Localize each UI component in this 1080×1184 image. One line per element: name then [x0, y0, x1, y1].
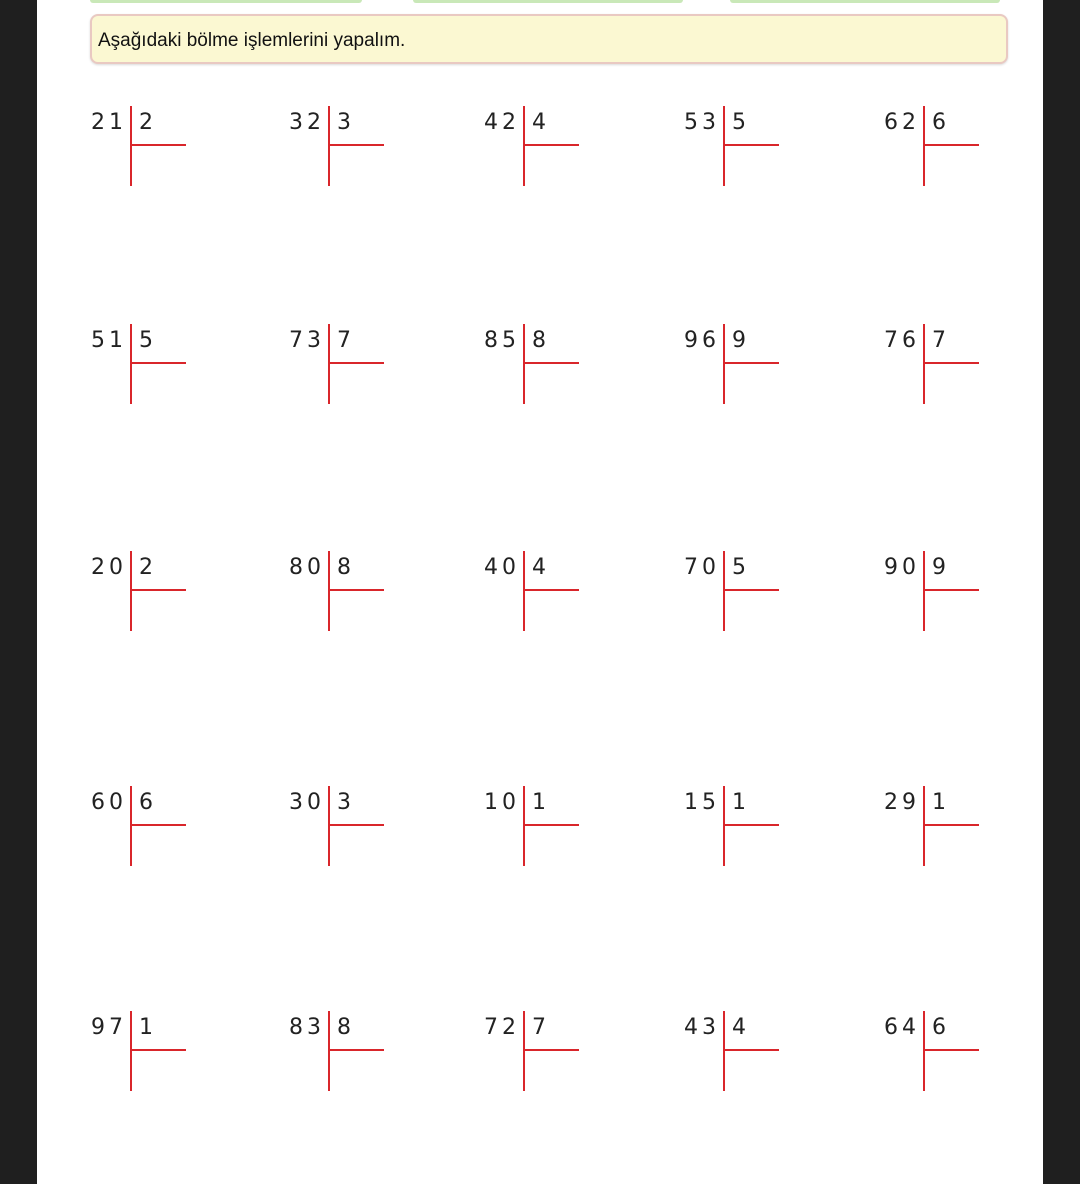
- division-vertical-line: [923, 551, 925, 631]
- divisor: 9: [932, 555, 946, 580]
- divisor: 6: [932, 1015, 946, 1040]
- division-problem: [255, 100, 435, 190]
- divisor: 3: [337, 790, 351, 815]
- division-vertical-line: [723, 106, 725, 186]
- division-horizontal-line: [328, 824, 384, 826]
- division-horizontal-line: [523, 1049, 579, 1051]
- divisor: 8: [337, 555, 351, 580]
- dividend: 10: [484, 790, 520, 815]
- division-horizontal-line: [328, 1049, 384, 1051]
- division-horizontal-line: [923, 824, 979, 826]
- divisor: 5: [732, 110, 746, 135]
- division-problem: [450, 780, 630, 870]
- division-problem: [850, 318, 1030, 408]
- division-problem: [650, 100, 830, 190]
- division-horizontal-line: [130, 362, 186, 364]
- dividend: 64: [884, 1015, 920, 1040]
- dividend: 96: [684, 328, 720, 353]
- division-vertical-line: [523, 786, 525, 866]
- divisor: 6: [139, 790, 153, 815]
- division-horizontal-line: [723, 589, 779, 591]
- dividend: 51: [91, 328, 127, 353]
- division-horizontal-line: [723, 1049, 779, 1051]
- instruction-text: Aşağıdaki bölme işlemlerini yapalım.: [98, 30, 406, 51]
- division-problem: [57, 100, 237, 190]
- dividend: 70: [684, 555, 720, 580]
- divisor: 3: [337, 110, 351, 135]
- dividend: 72: [484, 1015, 520, 1040]
- dividend: 20: [91, 555, 127, 580]
- division-vertical-line: [130, 106, 132, 186]
- divisor: 1: [532, 790, 546, 815]
- division-problem: [255, 1005, 435, 1095]
- division-vertical-line: [923, 786, 925, 866]
- division-vertical-line: [130, 324, 132, 404]
- divisor: 5: [139, 328, 153, 353]
- division-horizontal-line: [130, 144, 186, 146]
- dividend: 30: [289, 790, 325, 815]
- divisor: 4: [732, 1015, 746, 1040]
- divisor: 7: [337, 328, 351, 353]
- division-problem: [850, 1005, 1030, 1095]
- division-problem: [450, 100, 630, 190]
- division-vertical-line: [523, 1011, 525, 1091]
- division-horizontal-line: [523, 144, 579, 146]
- division-vertical-line: [923, 106, 925, 186]
- division-vertical-line: [328, 1011, 330, 1091]
- top-decor-strip: [730, 0, 1000, 3]
- dividend: 43: [684, 1015, 720, 1040]
- division-horizontal-line: [923, 144, 979, 146]
- division-vertical-line: [523, 106, 525, 186]
- division-horizontal-line: [328, 589, 384, 591]
- divisor: 6: [932, 110, 946, 135]
- dividend: 40: [484, 555, 520, 580]
- division-vertical-line: [328, 106, 330, 186]
- divisor: 4: [532, 110, 546, 135]
- division-problem: [450, 318, 630, 408]
- division-horizontal-line: [723, 824, 779, 826]
- division-vertical-line: [723, 324, 725, 404]
- divisor: 7: [932, 328, 946, 353]
- dividend: 15: [684, 790, 720, 815]
- divisor: 1: [139, 1015, 153, 1040]
- top-decor-strip: [413, 0, 683, 3]
- division-vertical-line: [130, 1011, 132, 1091]
- divisor: 2: [139, 555, 153, 580]
- divisor: 1: [932, 790, 946, 815]
- division-problem: [850, 780, 1030, 870]
- divisor: 5: [732, 555, 746, 580]
- division-horizontal-line: [523, 589, 579, 591]
- division-problem: [650, 1005, 830, 1095]
- division-horizontal-line: [923, 362, 979, 364]
- division-vertical-line: [328, 786, 330, 866]
- division-horizontal-line: [130, 824, 186, 826]
- division-vertical-line: [723, 551, 725, 631]
- dividend: 62: [884, 110, 920, 135]
- divisor: 4: [532, 555, 546, 580]
- division-horizontal-line: [923, 1049, 979, 1051]
- division-vertical-line: [723, 786, 725, 866]
- division-vertical-line: [923, 1011, 925, 1091]
- division-horizontal-line: [923, 589, 979, 591]
- division-problem: [850, 545, 1030, 635]
- dividend: 42: [484, 110, 520, 135]
- instruction-box: [90, 14, 1008, 64]
- divisor: 8: [337, 1015, 351, 1040]
- divisor: 1: [732, 790, 746, 815]
- division-vertical-line: [523, 324, 525, 404]
- dividend: 73: [289, 328, 325, 353]
- division-horizontal-line: [328, 362, 384, 364]
- dividend: 53: [684, 110, 720, 135]
- dividend: 85: [484, 328, 520, 353]
- divisor: 8: [532, 328, 546, 353]
- division-vertical-line: [130, 786, 132, 866]
- dividend: 97: [91, 1015, 127, 1040]
- division-vertical-line: [130, 551, 132, 631]
- division-vertical-line: [328, 551, 330, 631]
- divisor: 9: [732, 328, 746, 353]
- dividend: 21: [91, 110, 127, 135]
- divisor: 2: [139, 110, 153, 135]
- division-horizontal-line: [130, 589, 186, 591]
- division-problem: [57, 545, 237, 635]
- division-problem: [450, 1005, 630, 1095]
- division-horizontal-line: [523, 362, 579, 364]
- division-horizontal-line: [723, 362, 779, 364]
- division-problem: [255, 780, 435, 870]
- dividend: 80: [289, 555, 325, 580]
- worksheet-page: [37, 0, 1043, 1184]
- division-vertical-line: [328, 324, 330, 404]
- dividend: 29: [884, 790, 920, 815]
- division-problem: [255, 318, 435, 408]
- division-vertical-line: [923, 324, 925, 404]
- division-horizontal-line: [130, 1049, 186, 1051]
- division-problem: [450, 545, 630, 635]
- top-decor-strip: [90, 0, 362, 3]
- dividend: 32: [289, 110, 325, 135]
- division-problem: [57, 780, 237, 870]
- division-problem: [650, 780, 830, 870]
- division-horizontal-line: [723, 144, 779, 146]
- division-problem: [650, 318, 830, 408]
- division-vertical-line: [523, 551, 525, 631]
- division-horizontal-line: [328, 144, 384, 146]
- dividend: 60: [91, 790, 127, 815]
- division-problem: [57, 1005, 237, 1095]
- dividend: 90: [884, 555, 920, 580]
- division-problem: [850, 100, 1030, 190]
- division-horizontal-line: [523, 824, 579, 826]
- dividend: 76: [884, 328, 920, 353]
- division-vertical-line: [723, 1011, 725, 1091]
- division-problem: [57, 318, 237, 408]
- divisor: 7: [532, 1015, 546, 1040]
- division-problem: [255, 545, 435, 635]
- division-problem: [650, 545, 830, 635]
- dividend: 83: [289, 1015, 325, 1040]
